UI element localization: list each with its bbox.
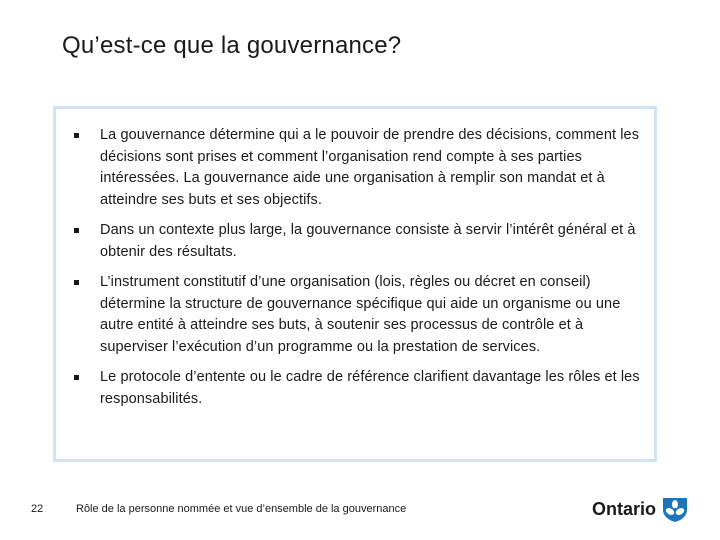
bullet-marker: [74, 133, 79, 138]
bullet-text: La gouvernance détermine qui a le pouvoir de prendre des décisions, comment les décisions sont prises et comment l’organisation rend compte à ses parties intéressées. La gouvernance aide une organisation à remplir son mandat et à atteindre ses buts et ses objectifs.: [100, 127, 640, 208]
footer-text: Rôle de la personne nommée et vue d’ensemble de la gouvernance: [76, 503, 407, 515]
bullet-item: [70, 125, 644, 211]
slide-title: Qu’est-ce que la gouvernance?: [62, 32, 402, 59]
page-number: 22: [31, 503, 44, 515]
trillium-icon: [661, 495, 689, 523]
bullet-item: [70, 220, 644, 263]
bullet-marker: [74, 228, 79, 233]
logo-wordmark: Ontario: [592, 498, 657, 519]
bullet-text: L’instrument constitutif d’une organisation (lois, règles ou décret en conseil) détermine la structure de gouvernance spécifique qui aide un organisme ou une autre entité à atteindre ses buts, à soutenir ses processus de contrôle et à superviser l’exécution d’un programme ou la prestation de services.: [100, 274, 621, 355]
bullet-marker: [74, 280, 79, 285]
bullet-text: Dans un contexte plus large, la gouvernance consiste à servir l’intérêt général et à obtenir des résultats.: [100, 222, 636, 260]
bullet-marker: [74, 375, 79, 380]
bullet-item: [70, 367, 644, 410]
bullet-text: Le protocole d’entente ou le cadre de référence clarifient davantage les rôles et les responsabilités.: [100, 369, 640, 407]
ontario-logo: [592, 492, 689, 526]
bullet-list: [70, 125, 644, 419]
bullet-item: [70, 272, 644, 358]
content-box: [53, 106, 657, 462]
